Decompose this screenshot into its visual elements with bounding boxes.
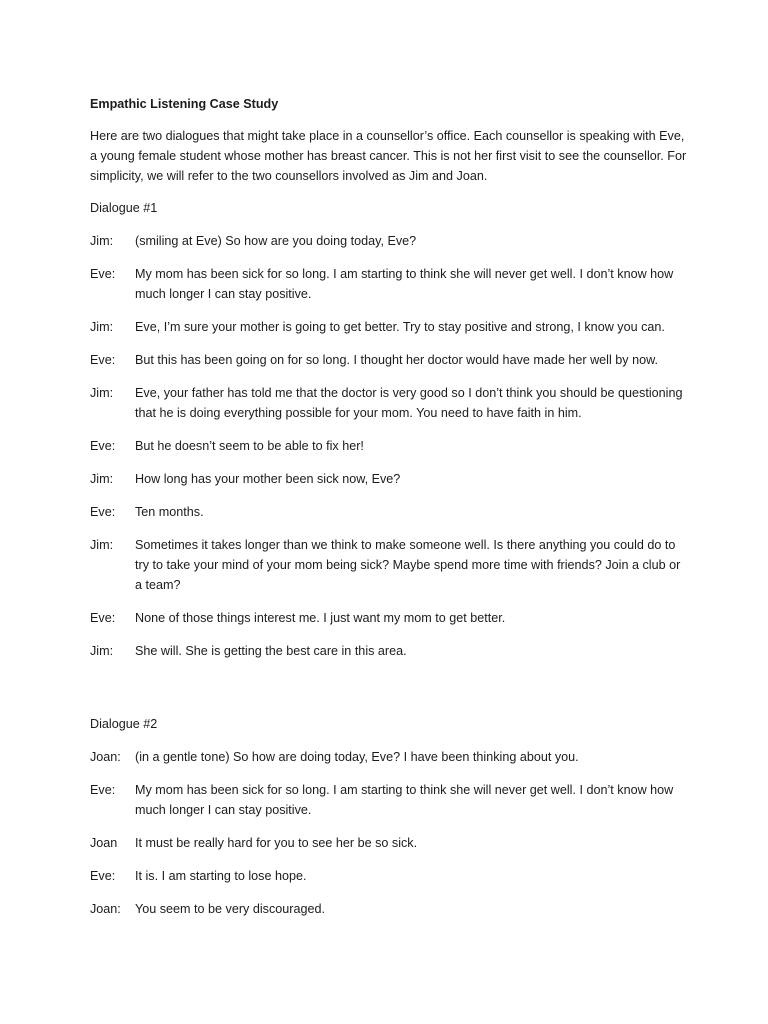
speech: She will. She is getting the best care in this area.: [135, 644, 407, 658]
speech: Eve, your father has told me that the doctor is very good so I don’t think you should be questioning that he is doing everything possible for your mom. You need to have faith in him.: [135, 386, 683, 420]
speech: My mom has been sick for so long. I am starting to think she will never get well. I don’t know how much longer I can stay positive.: [135, 783, 674, 817]
dialogue-line: [90, 231, 690, 251]
speaker: Eve:: [90, 505, 116, 519]
dialogue-line: [90, 866, 690, 886]
dialogue-line: [90, 641, 690, 661]
speaker: Jim:: [90, 538, 114, 552]
document-page: [90, 94, 690, 932]
dialogue-line: [90, 502, 690, 522]
speech: You seem to be very discouraged.: [135, 902, 325, 916]
speaker: Eve:: [90, 353, 116, 367]
speech: (in a gentle tone) So how are doing today, Eve? I have been thinking about you.: [135, 750, 579, 764]
speech: It is. I am starting to lose hope.: [135, 869, 307, 883]
dialogue-line: [90, 833, 690, 853]
dialogue-line: [90, 747, 690, 767]
dialogue-line: [90, 780, 690, 820]
speaker: Jim:: [90, 386, 114, 400]
dialogue-line: [90, 535, 690, 595]
speaker: Jim:: [90, 234, 114, 248]
dialogue-1-heading: Dialogue #1: [90, 201, 158, 215]
dialogue-2: [90, 747, 690, 919]
speaker: Eve:: [90, 869, 116, 883]
intro-paragraph: Here are two dialogues that might take place in a counsellor’s office. Each counsellor is speaking with Eve, a young female student whose mother has breast cancer. This is not her first visit to see the counsellor. For simplicity, we will refer to the two counsellors involved as Jim and Joan.: [90, 129, 687, 183]
speaker: Jim:: [90, 644, 114, 658]
speech: How long has your mother been sick now, Eve?: [135, 472, 401, 486]
speaker: Eve:: [90, 439, 116, 453]
speech: Ten months.: [135, 505, 204, 519]
speech: It must be really hard for you to see her be so sick.: [135, 836, 418, 850]
dialogue-line: [90, 264, 690, 304]
dialogue-line: [90, 608, 690, 628]
dialogue-line: [90, 383, 690, 423]
speaker: Eve:: [90, 783, 116, 797]
dialogue-line: [90, 350, 690, 370]
dialogue-line: [90, 317, 690, 337]
section-spacer: [90, 674, 690, 714]
dialogue-1: [90, 231, 690, 661]
speech: (smiling at Eve) So how are you doing today, Eve?: [135, 234, 417, 248]
speaker: Joan:: [90, 750, 121, 764]
dialogue-line: [90, 899, 690, 919]
dialogue-line: [90, 436, 690, 456]
dialogue-line: [90, 469, 690, 489]
speaker: Joan: [90, 836, 118, 850]
speech: None of those things interest me. I just want my mom to get better.: [135, 611, 506, 625]
speech: Sometimes it takes longer than we think to make someone well. Is there anything you could do to try to take your mind of your mom being sick? Maybe spend more time with friends? Join a club or a team?: [135, 538, 681, 592]
speech: My mom has been sick for so long. I am starting to think she will never get well. I don’t know how much longer I can stay positive.: [135, 267, 674, 301]
speaker: Eve:: [90, 267, 116, 281]
speech: Eve, I’m sure your mother is going to get better. Try to stay positive and strong, I know you can.: [135, 320, 665, 334]
dialogue-2-heading: Dialogue #2: [90, 717, 158, 731]
speaker: Eve:: [90, 611, 116, 625]
speaker: Jim:: [90, 320, 114, 334]
speech: But this has been going on for so long. I thought her doctor would have made her well by now.: [135, 353, 658, 367]
speaker: Joan:: [90, 902, 121, 916]
document-title: Empathic Listening Case Study: [90, 97, 279, 111]
speaker: Jim:: [90, 472, 114, 486]
speech: But he doesn’t seem to be able to fix her!: [135, 439, 364, 453]
